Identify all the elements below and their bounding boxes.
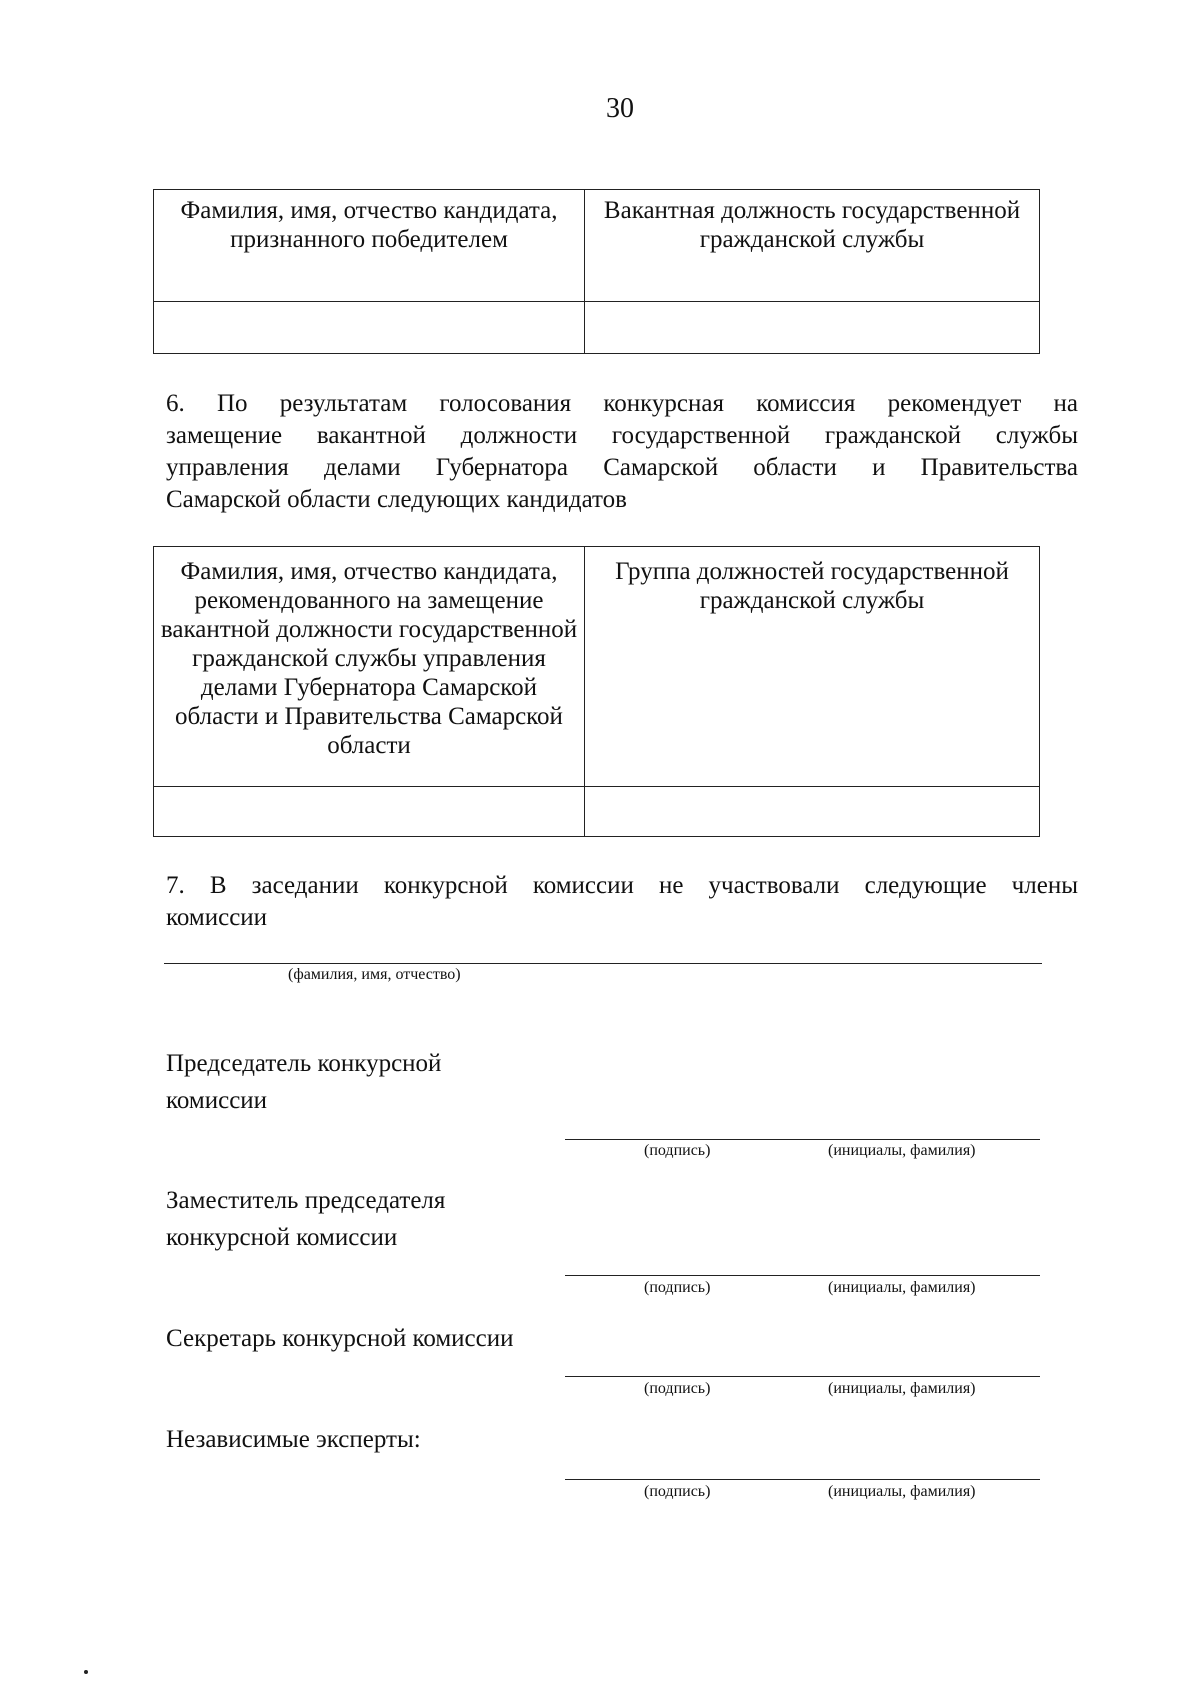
experts-signature-line [565, 1479, 1040, 1480]
secretary-signature-line [565, 1376, 1040, 1377]
paragraph-6-line-4: Самарской области следующих кандидатов [166, 486, 627, 513]
winner-name-header: Фамилия, имя, отчество кандидата, признанного победителем [154, 190, 585, 302]
winner-table [153, 189, 1040, 354]
recommended-name-header: Фамилия, имя, отчество кандидата, рекомендованного на замещение вакантной должности государственной гражданской службы управления делами Губернатора Самарской области и Правительства Самарской области [154, 547, 585, 787]
chairman-signature-line [565, 1139, 1040, 1140]
deputy-name-caption: (инициалы, фамилия) [828, 1279, 976, 1296]
table-header-row [154, 547, 1040, 787]
scan-speck [84, 1670, 88, 1674]
paragraph-7-line-1: 7. В заседании конкурсной комиссии не участвовали следующие члены [166, 872, 1078, 899]
deputy-signature-line [565, 1275, 1040, 1276]
secretary-sign-caption: (подпись) [644, 1380, 711, 1397]
vacant-position-header: Вакантная должность государственной гражданской службы [585, 190, 1040, 302]
secretary-name-caption: (инициалы, фамилия) [828, 1380, 976, 1397]
recommended-table [153, 546, 1040, 837]
secretary-role-line-1: Секретарь конкурсной комиссии [166, 1325, 514, 1352]
winner-name-cell [154, 302, 585, 354]
deputy-sign-caption: (подпись) [644, 1279, 711, 1296]
paragraph-6-line-1: 6. По результатам голосования конкурсная комиссия рекомендует на [166, 390, 1078, 417]
vacant-position-cell [585, 302, 1040, 354]
chairman-name-caption: (инициалы, фамилия) [828, 1142, 976, 1159]
deputy-role-line-2: конкурсной комиссии [166, 1224, 398, 1251]
chairman-role-line-1: Председатель конкурсной [166, 1050, 442, 1077]
table-row [154, 787, 1040, 837]
experts-sign-caption: (подпись) [644, 1483, 711, 1500]
absent-members-caption: (фамилия, имя, отчество) [288, 966, 461, 983]
experts-name-caption: (инициалы, фамилия) [828, 1483, 976, 1500]
paragraph-7-line-2: комиссии [166, 904, 268, 931]
deputy-role-line-1: Заместитель председателя [166, 1187, 446, 1214]
position-group-header: Группа должностей государственной гражданской службы [585, 547, 1040, 787]
chairman-sign-caption: (подпись) [644, 1142, 711, 1159]
paragraph-6-line-2: замещение вакантной должности государственной гражданской службы [166, 422, 1078, 449]
page-number: 30 [606, 93, 634, 124]
recommended-name-cell [154, 787, 585, 837]
table-header-row [154, 190, 1040, 302]
absent-members-line [164, 963, 1042, 964]
chairman-role-line-2: комиссии [166, 1087, 268, 1114]
position-group-cell [585, 787, 1040, 837]
paragraph-6-line-3: управления делами Губернатора Самарской области и Правительства [166, 454, 1078, 481]
table-row [154, 302, 1040, 354]
experts-role-line-1: Независимые эксперты: [166, 1426, 421, 1453]
